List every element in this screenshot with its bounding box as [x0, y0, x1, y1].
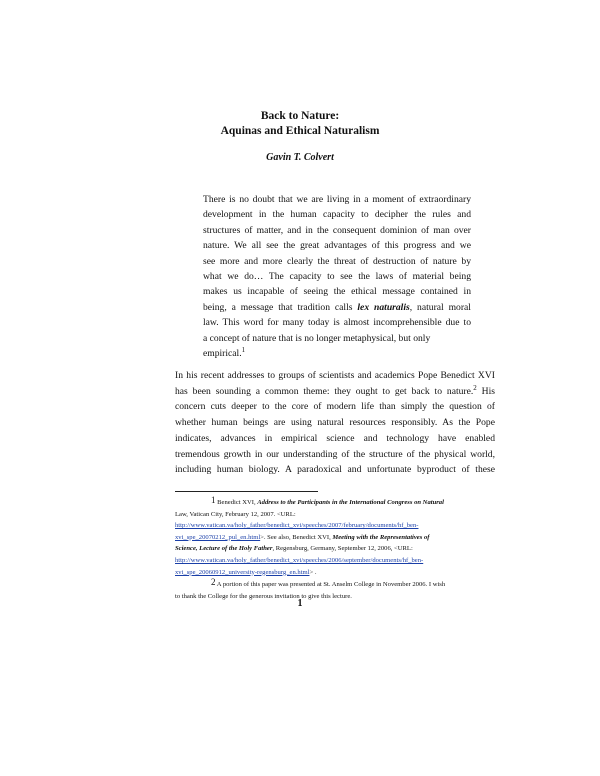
footnote-title: Address to the Participants in the International Congress on Natural [257, 499, 444, 506]
body-line: has been sounding a common theme: they ought to get back to nature.$^2$ His [175, 383, 495, 397]
body-line: indicates, advances in empirical science and technology have enabled [175, 432, 495, 444]
body-line: whether human beings are using natural resources responsibly. As the Pope [175, 417, 495, 429]
footnote-1: 1 Benedict XVI, Address to the Participants in the International Congress on Natural Law, Vatican City, February 12, 2007. <URL: http://www.vatican.va/holy_father/benedict_xvi/speeches/2007/february/documents/hf_ben- xvi_spe_20070212_pul_en.html>. See also, Benedict XVI, Meeting with the Representatives of Science, Lecture of the Holy Father, Regensburg, Germany, September 12, 2006, <URL: http://www.vatican.va/holy_father/benedict_xvi/speeches/2006/september/documents/hf_ben- xvi_spe_20060912_university-regensburg_en.html> . [175, 495, 444, 576]
footnote-ref-2[interactable]: 2 [473, 383, 477, 392]
paper-title-line-2: Aquinas and Ethical Naturalism [220, 125, 380, 137]
footnote-divider [175, 491, 318, 492]
body-line: concern cuts deeper to the core of modern life than simply the question of [175, 401, 495, 413]
quote-line: There is no doubt that we are living in a moment of extraordinary [203, 194, 471, 205]
footnote-link[interactable]: xvi_spe_20060912_university-regensburg_en.html [175, 568, 310, 576]
quote-line: a concept of nature that is no longer metaphysical, but only [203, 332, 431, 344]
quote-line: structures of matter, and in the consequent dominion of man over [203, 224, 471, 236]
quote-line: nature. We all see the great advantages of this progress and we [203, 240, 471, 252]
quote-line: what we do… The capacity to see the laws of material being [203, 271, 471, 283]
footnote-link[interactable]: xvi_spe_20070212_pul_en.html [175, 533, 261, 541]
quote-line: empirical.$^1$ [203, 345, 246, 360]
footnote-link[interactable]: http://www.vatican.va/holy_father/benedict_xvi/speeches/2006/september/documents/hf_ben- [175, 556, 424, 564]
body-line: In his recent addresses to groups of scientists and academics Pope Benedict XVI [175, 370, 495, 381]
footnote-2: 2 A portion of this paper was presented at St. Anselm College in November 2006. I wish to thank the College for the generous invitation to give this lecture. [175, 577, 446, 600]
quote-line: see more and more clearly the threat of destruction of nature by [203, 255, 471, 267]
paper-title-line-1: Back to Nature: [260, 110, 340, 122]
footnote-link[interactable]: http://www.vatican.va/holy_father/benedict_xvi/speeches/2007/february/documents/hf_ben- [175, 522, 419, 530]
quote-line: being, a message that tradition calls lex naturalis, natural moral [203, 301, 471, 313]
page-number: 1 [297, 598, 303, 609]
quote-line: law. This word for many today is almost incomprehensible due to [203, 317, 471, 329]
epigraph-quote [203, 192, 471, 361]
footnote-number: 1 [211, 495, 216, 505]
quote-line: makes us incapable of seeing the ethical message contained in [203, 286, 471, 298]
body-paragraph [175, 368, 495, 478]
body-line: including human biology. A paradoxical and unfortunate byproduct of these [175, 464, 495, 476]
body-line: tremendous growth in our understanding of the structure of the physical world, [175, 448, 495, 460]
lex-naturalis-term: lex naturalis [357, 301, 410, 313]
quote-line: development in the human capacity to decipher the rules and [203, 209, 471, 221]
footnote-number: 2 [211, 577, 216, 587]
footnote-ref-1[interactable]: 1 [241, 345, 246, 354]
author-name: Gavin T. Colvert [266, 152, 334, 163]
